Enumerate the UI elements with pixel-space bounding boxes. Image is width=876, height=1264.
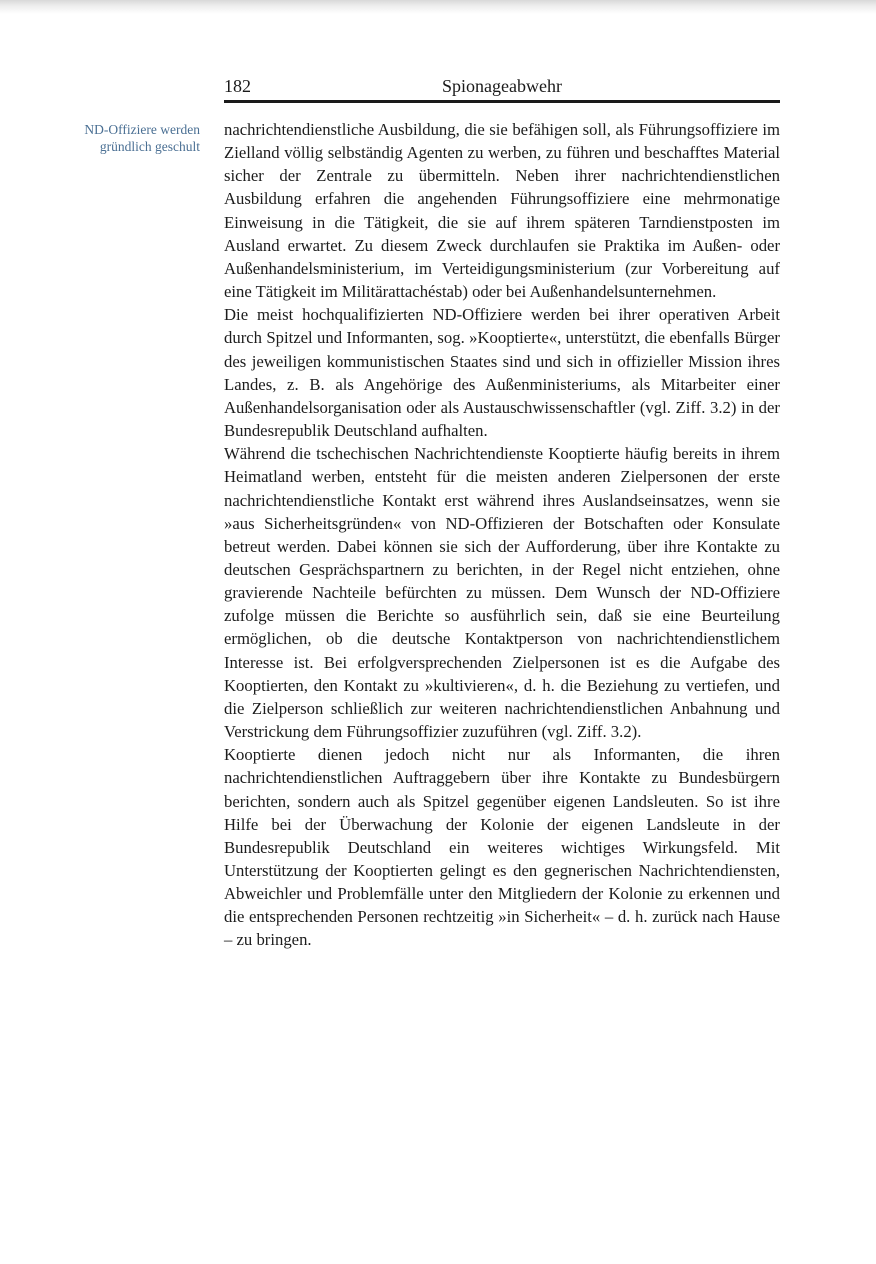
header-rule (224, 100, 780, 103)
margin-note-line-1: ND-Offiziere werden (84, 122, 200, 137)
running-title: Spionageabwehr (442, 76, 562, 96)
margin-note-line-2: gründlich geschult (99, 139, 200, 154)
paragraph-4: Kooptierte dienen jedoch nicht nur als Informanten, die ihren nachrichtendienstlichen Auftraggebern über ihre Kontakte zu Bundesbürgern berichten, sondern auch als Spitzel gegenüber eigenen Landsleuten. So ist ihre Hilfe bei der Überwachung der Kolonie der eigenen Landsleute in der Bundesrepublik Deutschland ein weiteres wichtiges Wirkungsfeld. Mit Unterstützung der Kooptierten gelingt es den gegnerischen Nachrichtendiensten, Abweichler und Problemfälle unter den Mitgliedern der Kolonie zu erkennen und die entsprechenden Personen rechtzeitig »in Sicherheit« – d. h. zurück nach Hause – zu bringen. (224, 745, 780, 950)
body-text (224, 118, 780, 952)
paragraph-2: Die meist hochqualifizierten ND-Offiziere werden bei ihrer operativen Arbeit durch Spitzel und Informanten, sog. »Kooptierte«, unterstützt, die ebenfalls Bürger des jeweiligen kommunistischen Staates sind und sich in offizieller Mission ihres Landes, z. B. als Angehörige des Außenministeriums, als Mitarbeiter einer Außenhandelsorganisation oder als Austauschwissenschaftler (vgl. Ziff. 3.2) in der Bundesrepublik Deutschland aufhalten. (224, 305, 780, 441)
scan-top-edge (0, 0, 876, 14)
paragraph-1: nachrichtendienstliche Ausbildung, die sie befähigen soll, als Führungsoffiziere im Zielland völlig selbständig Agenten zu werben, zu führen und beschafftes Material sicher der Zentrale zu übermitteln. Neben ihrer nachrichtendienstlichen Ausbildung erfahren die angehenden Führungsoffiziere eine mehrmonatige Einweisung in die Tätigkeit, die sie auf ihrem späteren Tarndienstposten im Ausland erwartet. Zu diesem Zweck durchlaufen sie Praktika im Außen- oder Außenhandelsministerium, im Verteidigungsministerium (zur Vorbereitung auf eine Tätigkeit im Militärattachéstab) oder bei Außenhandelsunternehmen. (224, 120, 780, 302)
margin-note (30, 121, 200, 155)
page-number: 182 (224, 76, 251, 96)
paragraph-3: Während die tschechischen Nachrichtendienste Kooptierte häufig bereits in ihrem Heimatland werben, entsteht für die meisten anderen Zielpersonen der erste nachrichtendienstliche Kontakt erst während ihres Auslandseinsatzes, wenn sie »aus Sicherheitsgründen« von ND-Offizieren der Botschaften oder Konsulate betreut werden. Dabei können sie sich der Aufforderung, über ihre Kontakte zu deutschen Gesprächspartnern zu berichten, in der Regel nicht entziehen, ohne gravierende Nachteile befürchten zu müssen. Dem Wunsch der ND-Offiziere zufolge müssen die Berichte so ausführlich sein, daß sie eine Beurteilung ermöglichen, ob die deutsche Kontaktperson von nachrichtendienstlichem Interesse ist. Bei erfolgversprechenden Zielpersonen ist es die Aufgabe des Kooptierten, den Kontakt zu »kultivieren«, d. h. die Beziehung zu vertiefen, und die Zielperson schließlich zur weiteren nachrichtendienstlichen Anbahnung und Verstrickung dem Führungsoffizier zuzuführen (vgl. Ziff. 3.2). (224, 444, 780, 742)
page-header (224, 76, 780, 100)
